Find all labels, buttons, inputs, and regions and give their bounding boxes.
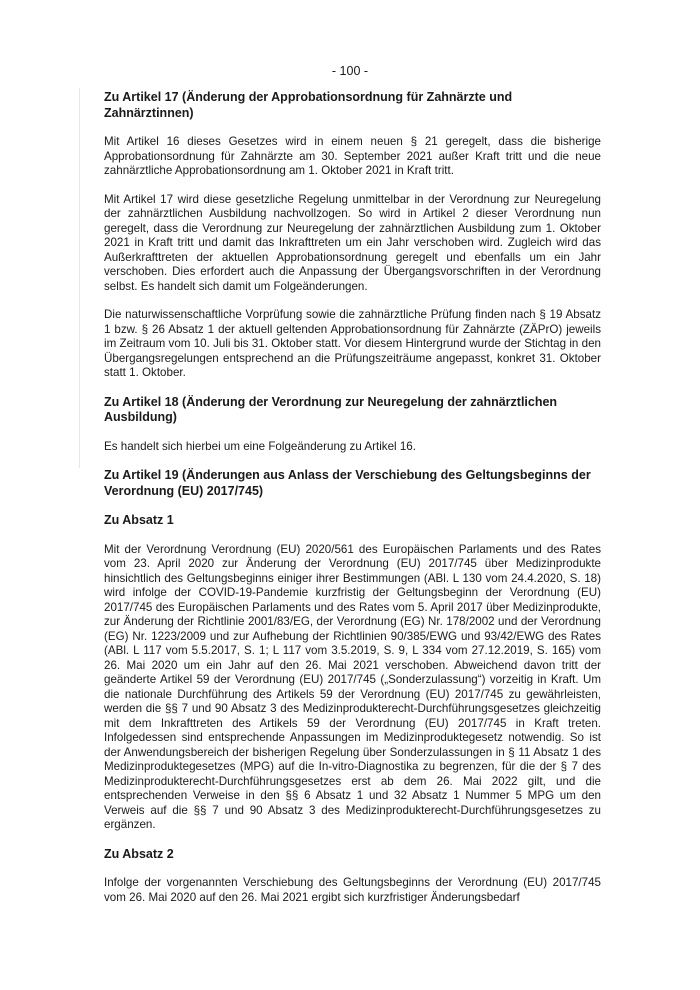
margin-line: [79, 88, 80, 468]
section-heading: Zu Artikel 17 (Änderung der Approbationsordnung für Zahnärzte und Zahnärztinnen): [104, 90, 513, 120]
page-number: - 100 -: [331, 64, 369, 78]
body-paragraph: Infolge der vorgenannten Verschiebung des Geltungsbeginns der Verordnung (EU) 2017/745 vom 26. Mai 2020 auf den 26. Mai 2021 ergibt sich kurzfristiger Änderungsbedarf: [104, 876, 601, 904]
body-paragraph: Mit der Verordnung Verordnung (EU) 2020/561 des Europäischen Parlaments und des Rates vom 23. April 2020 zur Änderung der Verordnung (EU) 2017/745 über Medizinprodukte hinsichtlich des Geltungsbeginns einiger ihrer Bestimmungen (ABl. L 130 vom 24.4.2020, S. 18) wird infolge der COVID-19-Pandemie kurzfristig der Geltungsbeginn der Verordnung (EU) 2017/745 des Europäischen Parlaments und des Rates vom 5. April 2017 über Medizinprodukte, zur Änderung der Richtlinie 2001/83/EG, der Verordnung (EG) Nr. 178/2002 und der Verordnung (EG) Nr. 1223/2009 und zur Aufhebung der Richtlinien 90/385/EWG und 93/42/EWG des Rates (ABl. L 117 vom 5.5.2017, S. 1; L 117 vom 3.5.2019, S. 9, L 334 vom 27.12.2019, S. 165) vom 26. Mai 2020 um ein Jahr auf den 26. Mai 2021 verschoben. Abweichend davon tritt der geänderte Artikel 59 der Verordnung (EU) 2017/745 („Sonderzulassung“) vorzeitig in Kraft. Um die nationale Durchführung des Artikels 59 der Verordnung (EU) 2017/745 zu gewährleisten, werden die §§ 7 und 90 Absatz 3 des Medizinprodukterecht-Durchführungsgesetzes gleichzeitig mit dem Inkrafttreten des Artikels 59 der Verordnung (EU) 2017/745 in Kraft treten. Infolgedessen sind entsprechende Anpassungen im Medizinproduktegesetz notwendig. So ist der Anwendungsbereich der bisherigen Regelung über Sonderzulassungen in § 11 Absatz 1 des Medizinproduktegesetzes (MPG) auf die In-vitro-Diagnostika zu begrenzen, für die der § 7 des Medizinprodukterecht-Durchführungsgesetzes erst ab dem 26. Mai 2022 gilt, und die entsprechenden Verweise in den §§ 6 Absatz 1 und 32 Absatz 1 Nummer 5 MPG um den Verweis auf die §§ 7 und 90 Absatz 3 des Medizinprodukterecht-Durchführungsgesetzes zu ergänzen.: [104, 542, 601, 831]
section-heading: Zu Artikel 18 (Änderung der Verordnung zur Neuregelung der zahnärztlichen Ausbildung): [104, 394, 558, 424]
section-heading: Zu Absatz 2: [104, 846, 174, 861]
body-paragraph: Die naturwissenschaftliche Vorprüfung sowie die zahnärztliche Prüfung finden nach § 19 Absatz 1 bzw. § 26 Absatz 1 der aktuell geltenden Approbationsordnung für Zahnärzte (ZÄPrO) jeweils im Zeitraum vom 10. Juli bis 31. Oktober statt. Vor diesem Hintergrund wurde der Stichtag in den Übergangsregelungen entsprechend an die Prüfungszeiträume angepasst, konkret 31. Oktober statt 1. Oktober.: [104, 308, 601, 379]
body-paragraph: Mit Artikel 17 wird diese gesetzliche Regelung unmittelbar in der Verordnung zur Neuregelung der zahnärztlichen Ausbildung nachvollzogen. So wird in Artikel 2 dieser Verordnung nun geregelt, dass die Verordnung zur Neuregelung der zahnärztlichen Ausbildung zum 1. Oktober 2021 in Kraft tritt und damit das Inkrafttreten um ein Jahr verschoben wird. Zugleich wird das Außerkrafttreten der aktuellen Approbationsordnung geregelt und ebenfalls um ein Jahr verschoben. Dies erfordert auch die Anpassung der Übergangsvorschriften in der Verordnung selbst. Es handelt sich damit um Folgeänderungen.: [104, 192, 601, 293]
body-paragraph: Es handelt sich hierbei um eine Folgeänderung zu Artikel 16.: [104, 439, 416, 453]
body-paragraph: Mit Artikel 16 dieses Gesetzes wird in einem neuen § 21 geregelt, dass die bisherige Approbationsordnung für Zahnärzte am 30. September 2021 außer Kraft tritt und die neue zahnärztliche Approbationsordnung am 1. Oktober 2021 in Kraft tritt.: [104, 135, 601, 177]
section-heading: Zu Artikel 19 (Änderungen aus Anlass der Verschiebung des Geltungsbeginns der Verordnung (EU) 2017/745): [104, 468, 591, 498]
section-heading: Zu Absatz 1: [104, 513, 174, 527]
document-body: [104, 90, 601, 905]
